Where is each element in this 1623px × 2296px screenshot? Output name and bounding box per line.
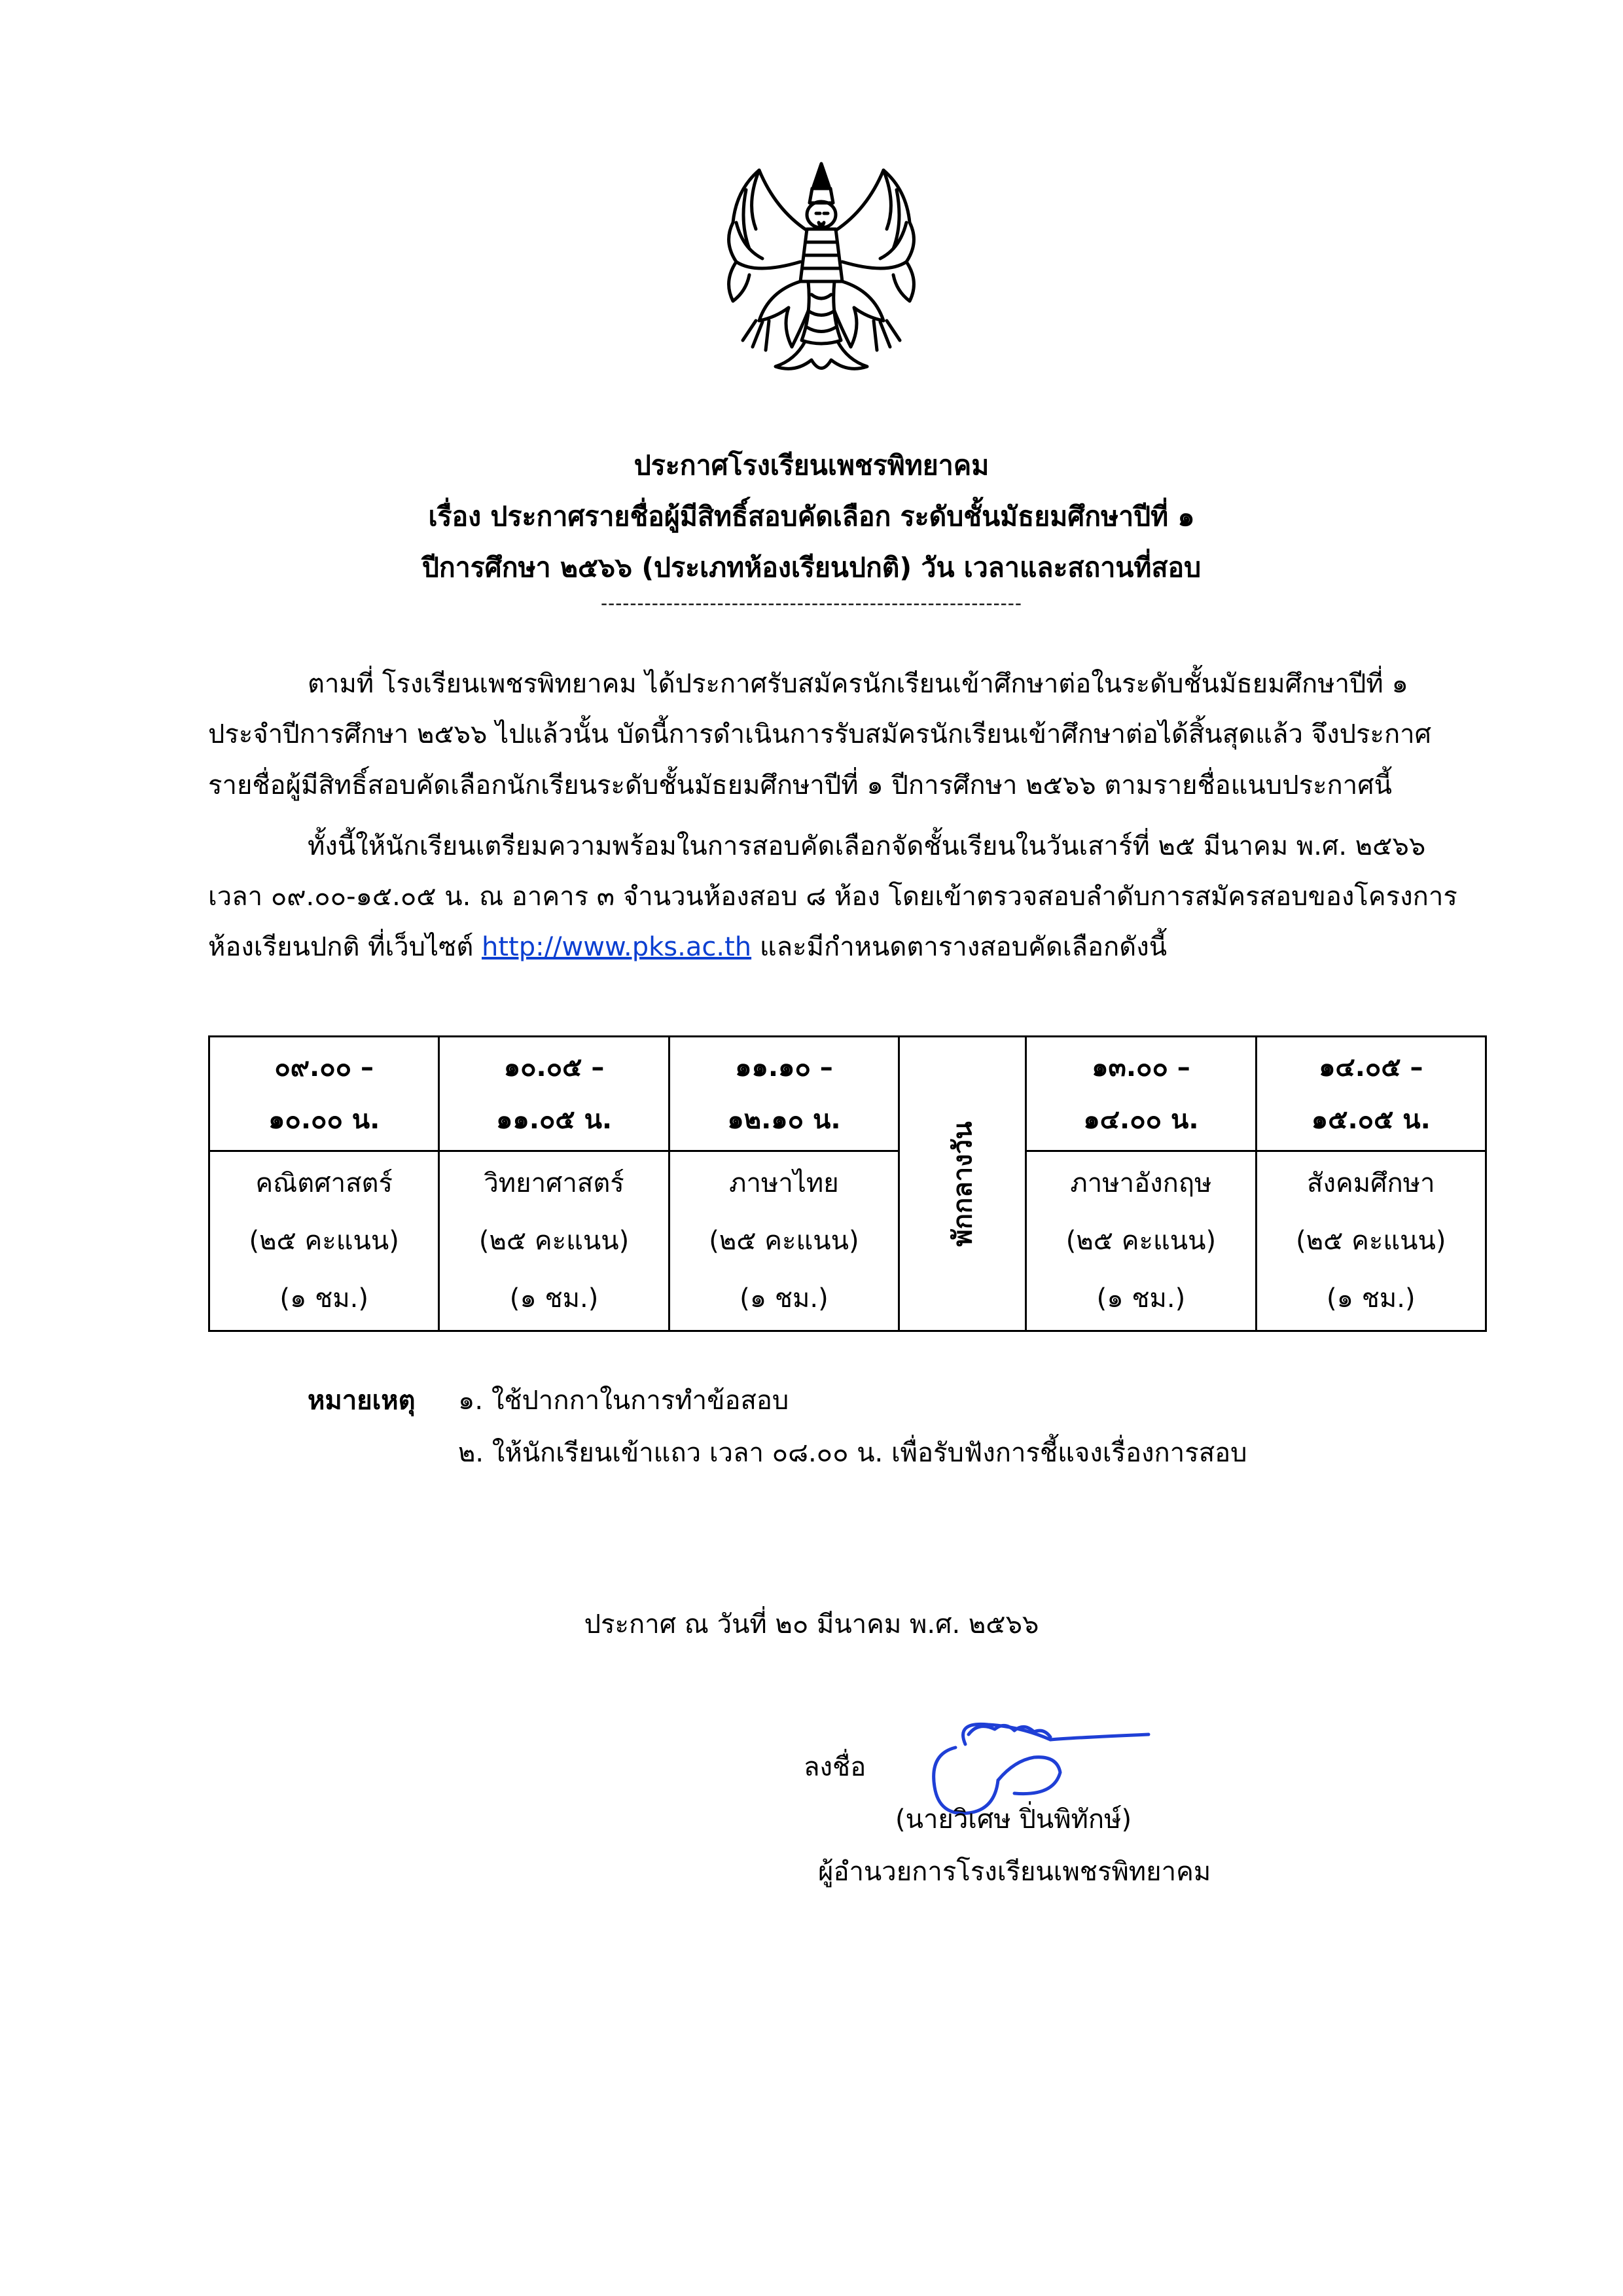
time-end: ๑๔.๐๐ น. (1083, 1105, 1199, 1135)
lunch-break-cell (899, 1037, 1026, 1331)
slot-subject (1256, 1151, 1486, 1331)
subject-name: สังคมศึกษา (1307, 1168, 1435, 1198)
slot-subject (669, 1151, 899, 1331)
subject-duration: (๑ ชม.) (1327, 1283, 1416, 1314)
announcement-subject: เรื่อง ประกาศรายชื่อผู้มีสิทธิ์สอบคัดเลือก ระดับชั้นมัธยมศึกษาปีที่ ๑ (428, 501, 1195, 532)
subject-score: (๒๕ คะแนน) (1296, 1226, 1446, 1256)
subject-score: (๒๕ คะแนน) (478, 1226, 630, 1256)
subject-name: วิทยาศาสตร์ (484, 1168, 624, 1198)
subject-score: (๒๕ คะแนน) (1065, 1226, 1217, 1256)
paragraph-1-line-1: ตามที่ โรงเรียนเพชรพิทยาคม ได้ประกาศรับสมัครนักเรียนเข้าศึกษาต่อในระดับชั้นมัธยมศึกษาปีที่ ๑ (308, 669, 1408, 699)
slot-subject (1026, 1151, 1256, 1331)
slot-time (669, 1037, 899, 1151)
subject-duration: (๑ ชม.) (509, 1283, 599, 1314)
slot-time (1026, 1037, 1256, 1151)
paragraph-1-line-3: รายชื่อผู้มีสิทธิ์สอบคัดเลือกนักเรียนระดับชั้นมัธยมศึกษาปีที่ ๑ ปีการศึกษา ๒๕๖๖ ตามรายชื่อแนบประกาศนี้ (208, 770, 1392, 800)
subject-duration: (๑ ชม.) (279, 1283, 368, 1314)
announcement-title: ประกาศโรงเรียนเพชรพิทยาคม (633, 450, 990, 481)
table-row (209, 1151, 1486, 1331)
paragraph-2-line-3-tail: และมีกำหนดตารางสอบคัดเลือกดังนี้ (751, 932, 1168, 962)
time-end: ๑๑.๐๕ น. (495, 1105, 613, 1135)
subject-score: (๒๕ คะแนน) (249, 1226, 399, 1256)
website-link[interactable]: http://www.pks.ac.th (482, 932, 752, 962)
table-row (209, 1037, 1486, 1151)
paragraph-2-line-1: ทั้งนี้ให้นักเรียนเตรียมความพร้อมในการสอบคัดเลือกจัดชั้นเรียนในวันเสาร์ที่ ๒๕ มีนาคม พ.ศ. ๒๕๖๖ (308, 831, 1426, 861)
time-start: ๑๔.๐๕ – (1319, 1052, 1423, 1083)
paragraph-2-line-2: เวลา ๐๙.๐๐-๑๕.๐๕ น. ณ อาคาร ๓ จำนวนห้องสอบ ๘ ห้อง โดยเข้าตรวจสอบลำดับการสมัครสอบของโครงการ (208, 882, 1457, 912)
paragraph-2-line-3 (208, 927, 1167, 967)
subject-name: ภาษาไทย (729, 1168, 839, 1198)
announcement-subject-line2: ปีการศึกษา ๒๕๖๖ (ประเภทห้องเรียนปกติ) วัน เวลาและสถานที่สอบ (421, 552, 1202, 583)
slot-subject (439, 1151, 669, 1331)
time-end: ๑๕.๐๕ น. (1311, 1105, 1431, 1135)
subject-score: (๒๕ คะแนน) (709, 1226, 859, 1256)
slot-subject (209, 1151, 439, 1331)
subject-name: คณิตศาสตร์ (255, 1168, 393, 1198)
time-end: ๑๒.๑๐ น. (727, 1105, 841, 1135)
sign-label: ลงชื่อ (804, 1752, 866, 1782)
time-start: ๑๐.๐๕ – (503, 1052, 605, 1083)
slot-time (439, 1037, 669, 1151)
note-item: ๑. ใช้ปากกาในการทำข้อสอบ (458, 1386, 789, 1416)
time-start: ๐๙.๐๐ – (274, 1052, 374, 1083)
header-separator: ---------------------------------------------------------- (600, 592, 1022, 614)
paragraph-2-line-3-text: ห้องเรียนปกติ ที่เว็บไซต์ (208, 932, 482, 962)
time-end: ๑๐.๐๐ น. (268, 1105, 380, 1135)
exam-schedule-table (208, 1035, 1487, 1332)
time-start: ๑๑.๑๐ – (735, 1052, 833, 1083)
slot-time (1256, 1037, 1486, 1151)
paragraph-1-line-2: ประจำปีการศึกษา ๒๕๖๖ ไปแล้วนั้น บัดนี้การดำเนินการรับสมัครนักเรียนเข้าศึกษาต่อได้สิ้นสุดแล้ว จึงประกาศ (208, 719, 1432, 749)
signer-name: (นายวิเศษ ปิ่นพิทักษ์) (895, 1804, 1132, 1835)
announcement-date: ประกาศ ณ วันที่ ๒๐ มีนาคม พ.ศ. ๒๕๖๖ (584, 1609, 1039, 1640)
lunch-break-label: พักกลางวัน (948, 1121, 978, 1247)
subject-name: ภาษาอังกฤษ (1070, 1168, 1212, 1198)
time-start: ๑๓.๐๐ – (1092, 1052, 1190, 1083)
signer-position: ผู้อำนวยการโรงเรียนเพชรพิทยาคม (818, 1857, 1211, 1887)
notes-label: หมายเหตุ (308, 1386, 416, 1416)
subject-duration: (๑ ชม.) (1096, 1283, 1186, 1314)
note-item: ๒. ให้นักเรียนเข้าแถว เวลา ๐๘.๐๐ น. เพื่อรับฟังการชี้แจงเรื่องการสอบ (458, 1438, 1247, 1468)
slot-time (209, 1037, 439, 1151)
garuda-emblem (697, 151, 946, 386)
subject-duration: (๑ ชม.) (740, 1283, 829, 1314)
